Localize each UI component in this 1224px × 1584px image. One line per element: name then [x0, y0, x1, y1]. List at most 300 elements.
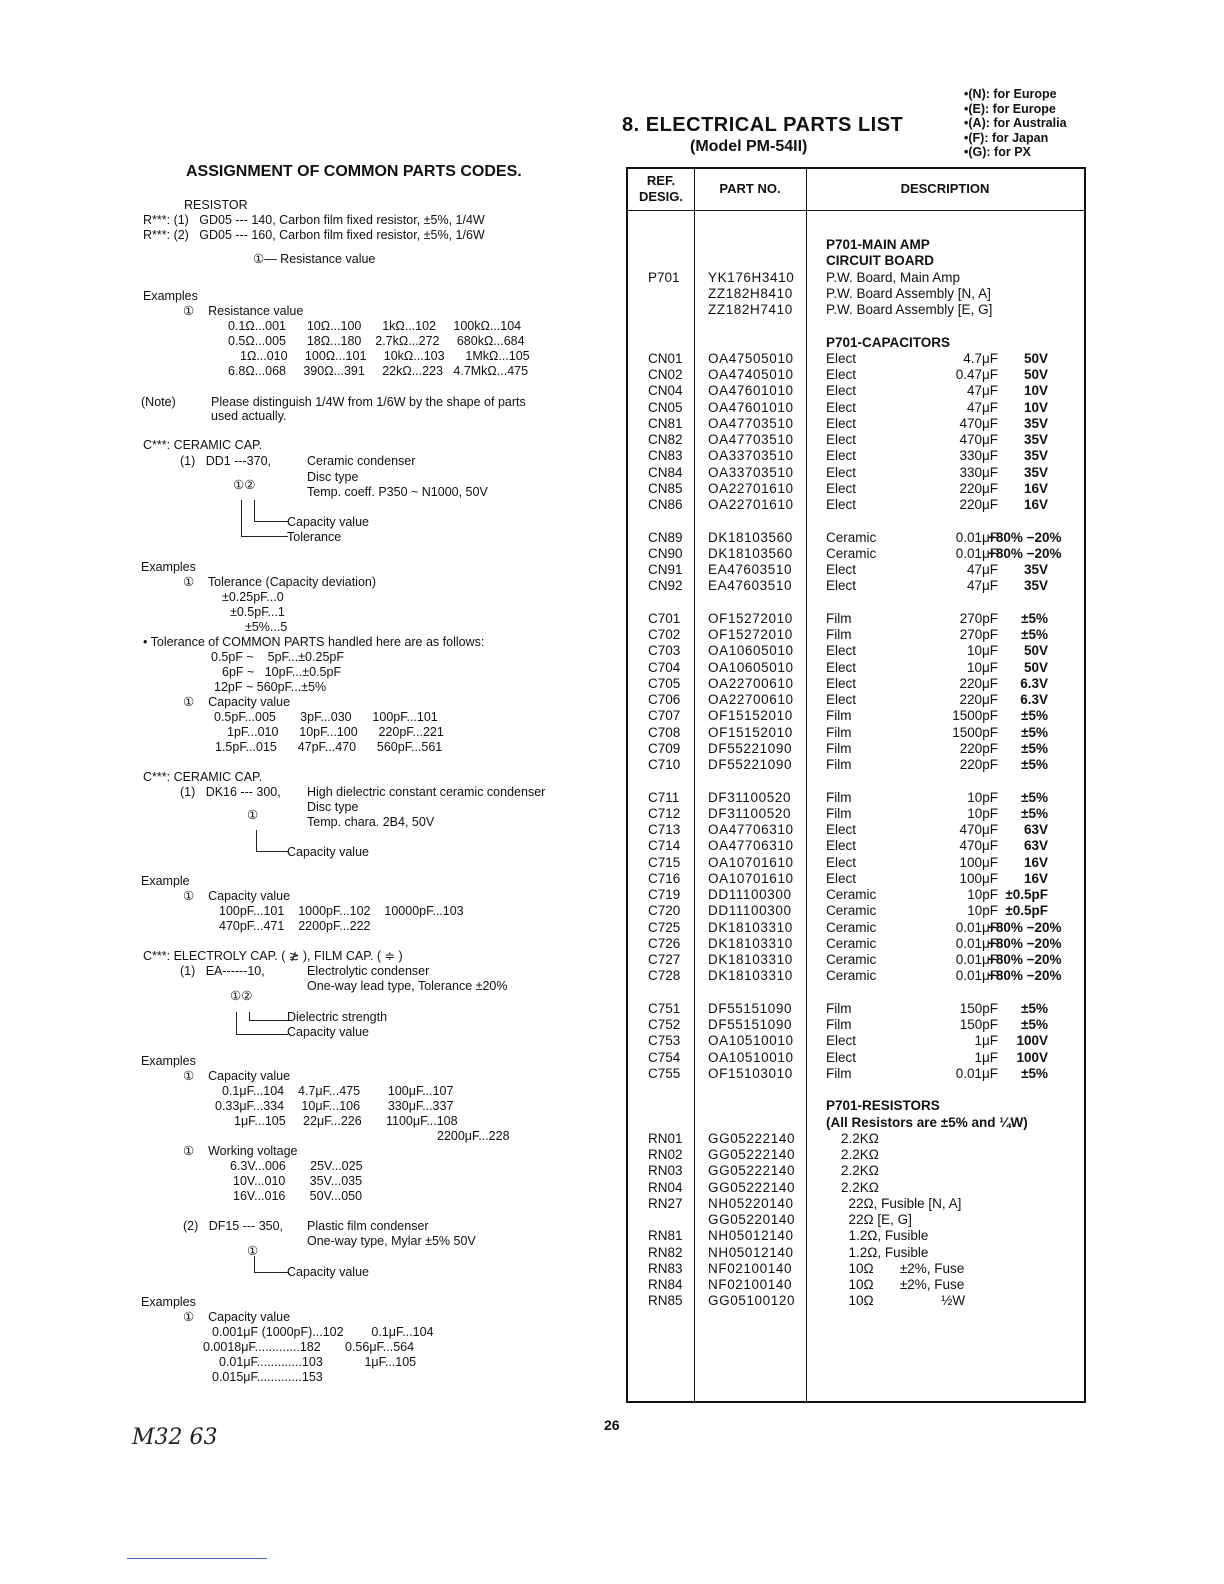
code-line: ① Capacity value	[183, 889, 291, 903]
rating: 63V	[1023, 838, 1048, 854]
description: Elect	[826, 480, 857, 496]
ref-desig: C719	[648, 887, 681, 902]
table-row	[628, 302, 1084, 318]
ref-desig: C701	[648, 610, 681, 626]
value: 1500pF	[952, 708, 998, 724]
code-line: 0.5pF...005 3pF...030 100pF...101	[214, 710, 438, 724]
table-row	[628, 530, 1084, 546]
description: Elect	[826, 870, 857, 886]
ref-desig: C752	[648, 1017, 681, 1032]
value: 470μF	[959, 415, 998, 431]
value: 470μF	[959, 432, 998, 447]
description: Elect	[826, 399, 857, 415]
legend-item: •(G): for PX	[964, 145, 1031, 159]
table-row	[628, 497, 1084, 513]
value: 270pF	[959, 610, 998, 626]
table-row	[628, 286, 1084, 302]
ref-desig: CN82	[648, 432, 683, 447]
rating: ±5%	[1021, 757, 1048, 772]
code-line: Dielectric strength	[287, 1010, 388, 1024]
part-number: GG05222140	[708, 1130, 796, 1146]
section-title: P701-CAPACITORS	[826, 334, 951, 350]
ref-desig: C711	[648, 789, 680, 805]
value: 0.01μF	[955, 1065, 998, 1081]
table-row	[628, 1212, 1084, 1228]
table-row	[628, 1245, 1084, 1261]
table-row	[628, 546, 1084, 562]
ref-desig: C708	[648, 724, 681, 740]
rating: ±5%	[1021, 627, 1048, 642]
code-line: 1.5pF...015 47pF...470 560pF...561	[215, 740, 443, 754]
rating: +80% −20%	[988, 529, 1062, 545]
part-number: OF15272010	[708, 627, 793, 642]
code-line: 0.015μF.............153	[212, 1370, 323, 1384]
description: Elect	[826, 578, 857, 594]
table-row	[628, 1196, 1084, 1212]
ref-desig: C753	[648, 1033, 681, 1049]
part-number: OA10510010	[708, 1033, 794, 1049]
part-number: OA47405010	[708, 367, 794, 382]
table-row	[628, 822, 1084, 838]
table-row	[628, 1261, 1084, 1277]
code-line: ① Working voltage	[183, 1144, 298, 1158]
rating: ±5%	[1021, 724, 1048, 740]
section-heading	[628, 237, 1084, 253]
code-line: (2) DF15 --- 350,	[183, 1219, 284, 1233]
table-row	[628, 903, 1084, 919]
part-number: OA47601010	[708, 399, 794, 415]
description: 1.2Ω, Fusible	[826, 1244, 929, 1260]
rating: 35V	[1023, 464, 1048, 480]
code-line: 0.5Ω...005 18Ω...180 2.7kΩ...272 680kΩ...684	[228, 334, 525, 348]
table-row	[628, 790, 1084, 806]
rating: ±5%	[1021, 610, 1048, 626]
rating: 63V	[1023, 822, 1048, 837]
part-number: DK18103310	[708, 935, 793, 951]
ref-desig: C706	[648, 692, 681, 707]
value: 150pF	[959, 1017, 998, 1032]
part-number: OA10701610	[708, 854, 794, 870]
value: 220μF	[959, 497, 998, 512]
code-line: • Tolerance of COMMON PARTS handled here are as follows:	[143, 635, 485, 649]
code-line: ① Capacity value	[183, 1069, 291, 1083]
description: Ceramic	[826, 952, 877, 967]
description: Ceramic	[826, 968, 877, 984]
value: 1μF	[974, 1033, 998, 1049]
ref-desig: RN84	[648, 1277, 683, 1292]
value: 10μF	[966, 659, 998, 675]
ref-desig: C726	[648, 935, 681, 951]
header-divider	[628, 210, 1084, 211]
legend-item: •(N): for Europe	[964, 87, 1057, 101]
description: 2.2KΩ	[826, 1130, 879, 1146]
value: 0.47μF	[955, 367, 998, 382]
description: 22Ω, Fusible [N, A]	[826, 1195, 962, 1211]
ref-desig: CN86	[648, 497, 683, 512]
table-row	[628, 416, 1084, 432]
part-number: DF31100520	[708, 789, 792, 805]
code-line: ±5%...5	[245, 620, 288, 634]
table-row	[628, 660, 1084, 676]
rating: 100V	[1016, 1049, 1048, 1065]
part-number: OF15272010	[708, 610, 793, 626]
ref-desig: CN92	[648, 578, 683, 594]
part-number: NH05220140	[708, 1195, 794, 1211]
table-row	[628, 627, 1084, 643]
part-number: OA47706310	[708, 822, 794, 837]
ref-desig: CN81	[648, 415, 683, 431]
legend-item: •(E): for Europe	[964, 101, 1056, 116]
value: 220μF	[959, 692, 998, 707]
value: 47μF	[966, 578, 998, 594]
code-line: 16V...016 50V...050	[233, 1189, 363, 1203]
description: Ceramic	[826, 903, 877, 919]
part-number: OA33703510	[708, 448, 794, 464]
part-number: DF31100520	[708, 805, 792, 821]
table-row	[628, 1228, 1084, 1244]
ref-desig: RN27	[648, 1195, 683, 1211]
code-line: 0.33μF...334 10μF...106 330μF...337	[215, 1099, 454, 1113]
part-number: DD11100300	[708, 903, 792, 919]
value: 270pF	[959, 627, 998, 642]
description: P.W. Board Assembly [N, A]	[826, 285, 991, 301]
ref-desig: CN83	[648, 448, 683, 464]
ref-desig: RN02	[648, 1147, 683, 1162]
section-heading	[628, 1115, 1084, 1131]
value: 0.01μF	[955, 952, 998, 967]
table-row	[628, 562, 1084, 578]
table-row	[628, 806, 1084, 822]
code-line: 1Ω...010 100Ω...101 10kΩ...103 1MkΩ...105	[240, 349, 530, 363]
description: Film	[826, 789, 852, 805]
rating: ±5%	[1021, 740, 1048, 756]
code-line: 1pF...010 10pF...100 220pF...221	[227, 725, 444, 739]
value: 220μF	[959, 480, 998, 496]
value: 47μF	[966, 399, 998, 415]
ref-desig: RN03	[648, 1163, 683, 1179]
ref-desig: C751	[648, 1000, 681, 1016]
value: 1500pF	[952, 724, 998, 740]
part-number: OA47703510	[708, 415, 794, 431]
description: Elect	[826, 562, 857, 577]
value: 10pF	[967, 903, 998, 919]
table-row	[628, 578, 1084, 594]
part-number: OA33703510	[708, 464, 794, 480]
part-number: EA47603510	[708, 562, 793, 577]
table-row	[628, 351, 1084, 367]
table-row	[628, 367, 1084, 383]
table-row	[628, 1147, 1084, 1163]
code-line: Examples	[141, 560, 196, 574]
part-number: GG05100120	[708, 1293, 796, 1309]
code-line: 12pF ~ 560pF...±5%	[214, 680, 327, 694]
parts-table	[626, 167, 1086, 1403]
rating: 16V	[1023, 870, 1048, 886]
code-line: ① Resistance value	[183, 304, 304, 318]
code-line: R***: (2) GD05 --- 160, Carbon film fixed resistor, ±5%, 1/6W	[143, 228, 485, 242]
description: Elect	[826, 643, 857, 659]
pointer-bracket	[254, 500, 288, 522]
section-title: CIRCUIT BOARD	[826, 253, 934, 269]
part-number: DK18103560	[708, 545, 793, 561]
value: 1μF	[974, 1049, 998, 1065]
code-line: ① Capacity value	[183, 1310, 291, 1324]
table-row	[628, 448, 1084, 464]
value: 47μF	[966, 383, 998, 399]
table-row	[628, 692, 1084, 708]
section-heading	[628, 253, 1084, 269]
value: 220μF	[959, 675, 998, 691]
description: Film	[826, 740, 852, 756]
ref-desig: C712	[648, 805, 681, 821]
code-line: Example	[141, 874, 190, 888]
value: 0.01μF	[955, 529, 998, 545]
description: Ceramic	[826, 545, 877, 561]
part-number: ZZ182H7410	[708, 302, 793, 317]
rating: 10V	[1023, 383, 1048, 399]
code-line: Ceramic condenser	[307, 454, 416, 468]
header-description: DESCRIPTION	[900, 181, 990, 196]
table-row	[628, 611, 1084, 627]
description: Elect	[826, 692, 857, 707]
table-row	[628, 1050, 1084, 1066]
description: 2.2KΩ	[826, 1147, 879, 1162]
part-number: DK18103310	[708, 952, 793, 967]
ref-desig: C755	[648, 1065, 681, 1081]
header-part-no: PART NO.	[719, 181, 781, 196]
table-row	[628, 1277, 1084, 1293]
value: 0.01μF	[955, 968, 998, 984]
rating: ±0.5pF	[1005, 887, 1048, 902]
code-line: 2200μF...228	[437, 1129, 510, 1143]
description: Ceramic	[826, 887, 877, 902]
part-number: DK18103560	[708, 529, 793, 545]
description: Elect	[826, 659, 857, 675]
ref-desig: CN84	[648, 464, 683, 480]
part-number: OF15152010	[708, 724, 793, 740]
code-line: RESISTOR	[184, 198, 248, 212]
code-line: (1) DD1 ---370,	[180, 454, 271, 468]
ref-desig: CN91	[648, 562, 683, 577]
section-heading	[628, 335, 1084, 351]
value: 0.01μF	[955, 935, 998, 951]
legend-item: •(A): for Australia	[964, 116, 1067, 130]
code-line: 0.1μF...104 4.7μF...475 100μF...107	[222, 1084, 454, 1098]
ref-desig: RN83	[648, 1260, 683, 1276]
table-row	[628, 952, 1084, 968]
ref-desig: CN05	[648, 399, 683, 415]
code-line: R***: (1) GD05 --- 140, Carbon film fixed resistor, ±5%, 1/4W	[143, 213, 485, 227]
value: 0.01μF	[955, 919, 998, 935]
code-line: 1μF...105 22μF...226 1100μF...108	[234, 1114, 458, 1128]
code-line: 0.001μF (1000pF)...102 0.1μF...104	[212, 1325, 434, 1339]
description: Elect	[826, 464, 857, 480]
code-line: C***: CERAMIC CAP.	[143, 770, 263, 784]
footer-rule	[127, 1558, 267, 1559]
code-line: 470pF...471 2200pF...222	[219, 919, 371, 933]
part-number: DD11100300	[708, 887, 792, 902]
table-row	[628, 1066, 1084, 1082]
rating: +80% −20%	[988, 545, 1062, 561]
part-number: ZZ182H8410	[708, 285, 793, 301]
ref-desig: C754	[648, 1049, 681, 1065]
model-subtitle: (Model PM-54II)	[690, 138, 808, 155]
description: Elect	[826, 1049, 857, 1065]
value: 10pF	[967, 805, 998, 821]
code-line: Disc type	[307, 800, 359, 814]
code-line: Tolerance	[287, 530, 342, 544]
description: Film	[826, 627, 852, 642]
rating: 16V	[1023, 480, 1048, 496]
part-number: OA22701610	[708, 497, 794, 512]
ref-desig: C725	[648, 919, 681, 935]
value: 330μF	[959, 448, 998, 464]
table-row	[628, 432, 1084, 448]
pointer-bracket	[256, 830, 288, 852]
table-row	[628, 400, 1084, 416]
description: Film	[826, 1000, 852, 1016]
ref-desig: C707	[648, 708, 681, 724]
code-line: Capacity value	[287, 515, 369, 529]
description: 10Ω ±2%, Fuse	[826, 1260, 965, 1276]
description: Elect	[826, 448, 857, 464]
code-line: 0.5pF ~ 5pF...±0.25pF	[211, 650, 344, 664]
ref-desig: RN04	[648, 1179, 683, 1195]
ref-desig: CN85	[648, 480, 683, 496]
table-row	[628, 968, 1084, 984]
rating: ±5%	[1021, 1000, 1048, 1016]
page-title: 8. ELECTRICAL PARTS LIST	[622, 114, 904, 136]
code-line: 6.3V...006 25V...025	[230, 1159, 363, 1173]
value: 47μF	[966, 562, 998, 577]
code-line: ①— Resistance value	[253, 252, 376, 266]
code-line: 10V...010 35V...035	[233, 1174, 363, 1188]
table-row	[628, 383, 1084, 399]
code-line: Plastic film condenser	[307, 1219, 429, 1233]
ref-desig: C703	[648, 643, 681, 659]
left-title: ASSIGNMENT OF COMMON PARTS CODES.	[186, 163, 522, 180]
ref-desig: C710	[648, 757, 681, 772]
ref-desig: C709	[648, 740, 681, 756]
code-line: Temp. coeff. P350 ~ N1000, 50V	[307, 485, 488, 499]
rating: 35V	[1023, 415, 1048, 431]
rating: ±5%	[1021, 805, 1048, 821]
value: 10μF	[966, 643, 998, 659]
rating: ±5%	[1021, 708, 1048, 724]
table-row	[628, 1033, 1084, 1049]
part-number: OA10605010	[708, 643, 794, 659]
ref-desig: C705	[648, 675, 681, 691]
table-row	[628, 481, 1084, 497]
code-line: C***: ELECTROLY CAP. ( ≵ ), FILM CAP. ( ≑ )	[143, 949, 403, 963]
table-row	[628, 725, 1084, 741]
description: Film	[826, 708, 852, 724]
ref-desig: CN90	[648, 545, 683, 561]
description: 2.2KΩ	[826, 1163, 879, 1179]
part-number: EA47603510	[708, 578, 793, 594]
description: Film	[826, 724, 852, 740]
part-number: GG05220140	[708, 1212, 796, 1227]
value: 150pF	[959, 1000, 998, 1016]
code-line: ①	[247, 808, 259, 822]
rating: 50V	[1023, 659, 1048, 675]
part-number: NF02100140	[708, 1260, 793, 1276]
ref-desig: C715	[648, 854, 681, 870]
value: 220pF	[959, 757, 998, 772]
code-line: ±0.5pF...1	[230, 605, 285, 619]
value: 4.7μF	[963, 350, 998, 366]
description: Elect	[826, 822, 857, 837]
table-row	[628, 887, 1084, 903]
part-number: DK18103310	[708, 919, 793, 935]
code-line: ①②	[230, 989, 253, 1003]
rating: +80% −20%	[988, 919, 1062, 935]
code-line: ①②	[233, 478, 256, 492]
code-line: Temp. chara. 2B4, 50V	[307, 815, 435, 829]
part-number: GG05222140	[708, 1147, 796, 1162]
code-line: (1) DK16 --- 300,	[180, 785, 281, 799]
rating: 35V	[1023, 432, 1048, 447]
page-number: 26	[604, 1417, 620, 1433]
rating: 10V	[1023, 399, 1048, 415]
description: Elect	[826, 1033, 857, 1049]
legend-item: •(F): for Japan	[964, 130, 1049, 145]
description: Ceramic	[826, 935, 877, 951]
description: Film	[826, 1017, 852, 1032]
part-number: OA10510010	[708, 1049, 794, 1065]
table-row	[628, 741, 1084, 757]
part-number: NF02100140	[708, 1277, 793, 1292]
code-line: Examples	[141, 1295, 196, 1309]
rating: 16V	[1023, 854, 1048, 870]
part-number: DK18103310	[708, 968, 793, 984]
part-number: NH05012140	[708, 1244, 794, 1260]
part-number: OA22700610	[708, 675, 794, 691]
ref-desig: CN01	[648, 350, 683, 366]
code-line: 0.01μF.............103 1μF...105	[219, 1355, 417, 1369]
table-row	[628, 936, 1084, 952]
code-line: 6.8Ω...068 390Ω...391 22kΩ...223 4.7MkΩ...475	[228, 364, 529, 378]
part-number: DF55151090	[708, 1017, 793, 1032]
part-number: OA47703510	[708, 432, 794, 447]
part-number: OA47601010	[708, 383, 794, 399]
code-line: Examples	[141, 1054, 196, 1068]
rating: 6.3V	[1020, 692, 1048, 707]
section-title: P701-MAIN AMP	[826, 237, 930, 252]
ref-desig: C714	[648, 838, 681, 854]
rating: 35V	[1023, 448, 1048, 464]
value: 470μF	[959, 838, 998, 854]
table-row	[628, 757, 1084, 773]
ref-desig: C720	[648, 903, 681, 919]
table-row	[628, 838, 1084, 854]
table-row	[628, 708, 1084, 724]
table-row	[628, 1131, 1084, 1147]
part-number: DF55151090	[708, 1000, 793, 1016]
description: Ceramic	[826, 919, 877, 935]
rating: +80% −20%	[988, 952, 1062, 967]
value: 330μF	[959, 464, 998, 480]
code-line: ①	[247, 1244, 259, 1258]
code-line: (Note)	[141, 395, 176, 409]
table-row	[628, 871, 1084, 887]
description: 22Ω [E, G]	[826, 1212, 912, 1227]
part-number: OA47706310	[708, 838, 794, 854]
table-row	[628, 1001, 1084, 1017]
rating: 50V	[1023, 643, 1048, 659]
part-number: OF15103010	[708, 1065, 793, 1081]
description: Elect	[826, 675, 857, 691]
